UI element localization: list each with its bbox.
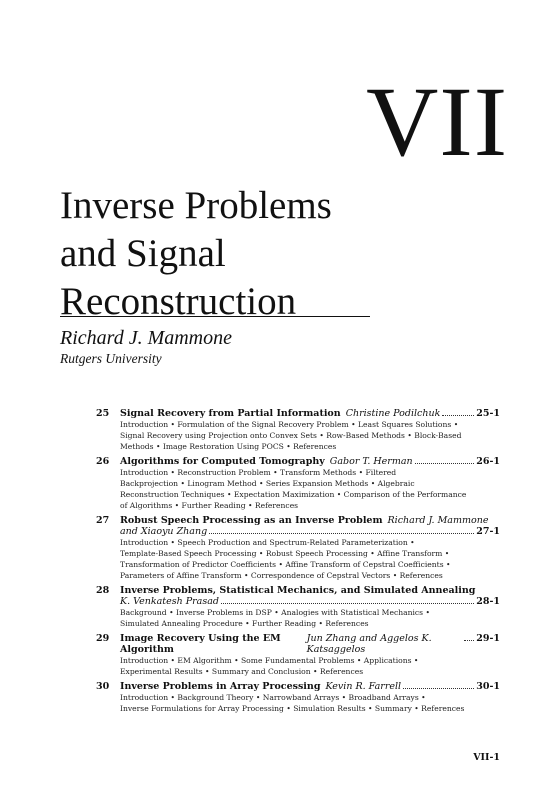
leader-dots xyxy=(442,415,474,416)
toc-entry-header xyxy=(96,456,500,467)
chapter-number: 29 xyxy=(96,633,110,644)
chapter-number: 27 xyxy=(96,515,110,526)
toc-entry[interactable] xyxy=(96,456,500,511)
leader-dots xyxy=(209,533,474,534)
chapter-topics xyxy=(120,692,500,714)
topic-line: Backprojection • Linogram Method • Series Expansion Methods • Algebraic xyxy=(120,479,415,488)
part-title-line: Reconstruction xyxy=(60,280,297,323)
chapter-topics xyxy=(120,419,500,452)
topic-line: Template-Based Speech Processing • Robust Speech Processing • Affine Transform • xyxy=(120,549,450,558)
topic-line: Experimental Results • Summary and Conclusion • References xyxy=(120,667,364,676)
leader-dots xyxy=(221,603,474,604)
toc-entry[interactable] xyxy=(96,585,500,629)
toc-entry[interactable] xyxy=(96,408,500,452)
chapter-page: 26-1 xyxy=(476,456,500,467)
chapter-topics xyxy=(120,607,500,629)
topic-line: Introduction • EM Algorithm • Some Fundamental Problems • Applications • xyxy=(120,656,419,665)
toc-entry-author-line xyxy=(120,526,500,537)
part-title xyxy=(60,182,332,326)
topic-line: Methods • Image Restoration Using POCS • References xyxy=(120,442,337,451)
toc-entry-header xyxy=(96,681,500,692)
chapter-author: Jun Zhang and Aggelos K. Katsaggelos xyxy=(306,633,432,655)
topic-line: Introduction • Speech Production and Spectrum-Related Parameterization • xyxy=(120,538,415,547)
toc-entry-header xyxy=(96,515,500,526)
part-number: VII xyxy=(366,66,508,177)
chapter-page: 25-1 xyxy=(476,408,500,419)
chapter-title[interactable]: Signal Recovery from Partial Information xyxy=(120,408,341,419)
chapter-page: 28-1 xyxy=(476,596,500,607)
topic-line: Parameters of Affine Transform • Correspondence of Cepstral Vectors • References xyxy=(120,571,443,580)
chapter-number: 30 xyxy=(96,681,110,692)
topic-line: Reconstruction Techniques • Expectation Maximization • Comparison of the Performance xyxy=(120,490,467,499)
topic-line: Inverse Formulations for Array Processing • Simulation Results • Summary • References xyxy=(120,704,465,713)
toc-entry-author-line xyxy=(120,596,500,607)
chapter-author: Gabor T. Herman xyxy=(329,456,413,467)
chapter-title[interactable]: Algorithms for Computed Tomography xyxy=(120,456,325,467)
title-rule xyxy=(60,316,370,317)
chapter-author: and Xiaoyu Zhang xyxy=(120,526,208,537)
part-editor: Richard J. Mammone xyxy=(60,327,232,349)
toc-entry-header xyxy=(96,585,500,596)
toc-entry[interactable] xyxy=(96,681,500,714)
chapter-title[interactable]: Inverse Problems in Array Processing xyxy=(120,681,321,692)
leader-dots xyxy=(415,463,475,464)
topic-line: of Algorithms • Further Reading • References xyxy=(120,501,299,510)
part-title-line: Inverse Problems xyxy=(60,184,332,227)
chapter-topics xyxy=(120,467,500,511)
chapter-page: 30-1 xyxy=(476,681,500,692)
chapter-number: 28 xyxy=(96,585,110,596)
chapter-topics xyxy=(120,537,500,581)
chapter-page: 29-1 xyxy=(476,633,500,644)
chapter-author: K. Venkatesh Prasad xyxy=(120,596,219,607)
chapter-author: Richard J. Mammone xyxy=(387,515,489,526)
chapter-number: 26 xyxy=(96,456,110,467)
page-number: VII-1 xyxy=(473,752,500,763)
topic-line: Transformation of Predictor Coefficients • Affine Transform of Cepstral Coefficients • xyxy=(120,560,451,569)
topic-line: Simulated Annealing Procedure • Further Reading • References xyxy=(120,619,369,628)
chapter-title[interactable]: Image Recovery Using the EM Algorithm xyxy=(120,633,281,655)
toc-entry-header xyxy=(96,633,500,655)
toc-entry-header xyxy=(96,408,500,419)
editor-affiliation: Rutgers University xyxy=(60,351,162,366)
chapter-author: Christine Podilchuk xyxy=(345,408,441,419)
table-of-contents xyxy=(96,408,500,718)
topic-line: Signal Recovery using Projection onto Convex Sets • Row-Based Methods • Block-Based xyxy=(120,431,462,440)
topic-line: Introduction • Background Theory • Narrowband Arrays • Broadband Arrays • xyxy=(120,693,426,702)
leader-dots xyxy=(464,640,474,641)
chapter-topics xyxy=(120,655,500,677)
toc-entry[interactable] xyxy=(96,633,500,677)
topic-line: Background • Inverse Problems in DSP • Analogies with Statistical Mechanics • xyxy=(120,608,430,617)
chapter-page: 27-1 xyxy=(476,526,500,537)
chapter-title[interactable]: Inverse Problems, Statistical Mechanics, and Simulated Annealing xyxy=(120,585,476,596)
part-title-line: and Signal xyxy=(60,232,226,275)
leader-dots xyxy=(403,688,474,689)
chapter-title[interactable]: Robust Speech Processing as an Inverse Problem xyxy=(120,515,383,526)
topic-line: Introduction • Reconstruction Problem • Transform Methods • Filtered xyxy=(120,468,397,477)
topic-line: Introduction • Formulation of the Signal Recovery Problem • Least Squares Solutions • xyxy=(120,420,459,429)
chapter-number: 25 xyxy=(96,408,110,419)
chapter-author: Kevin R. Farrell xyxy=(325,681,402,692)
toc-entry[interactable] xyxy=(96,515,500,581)
